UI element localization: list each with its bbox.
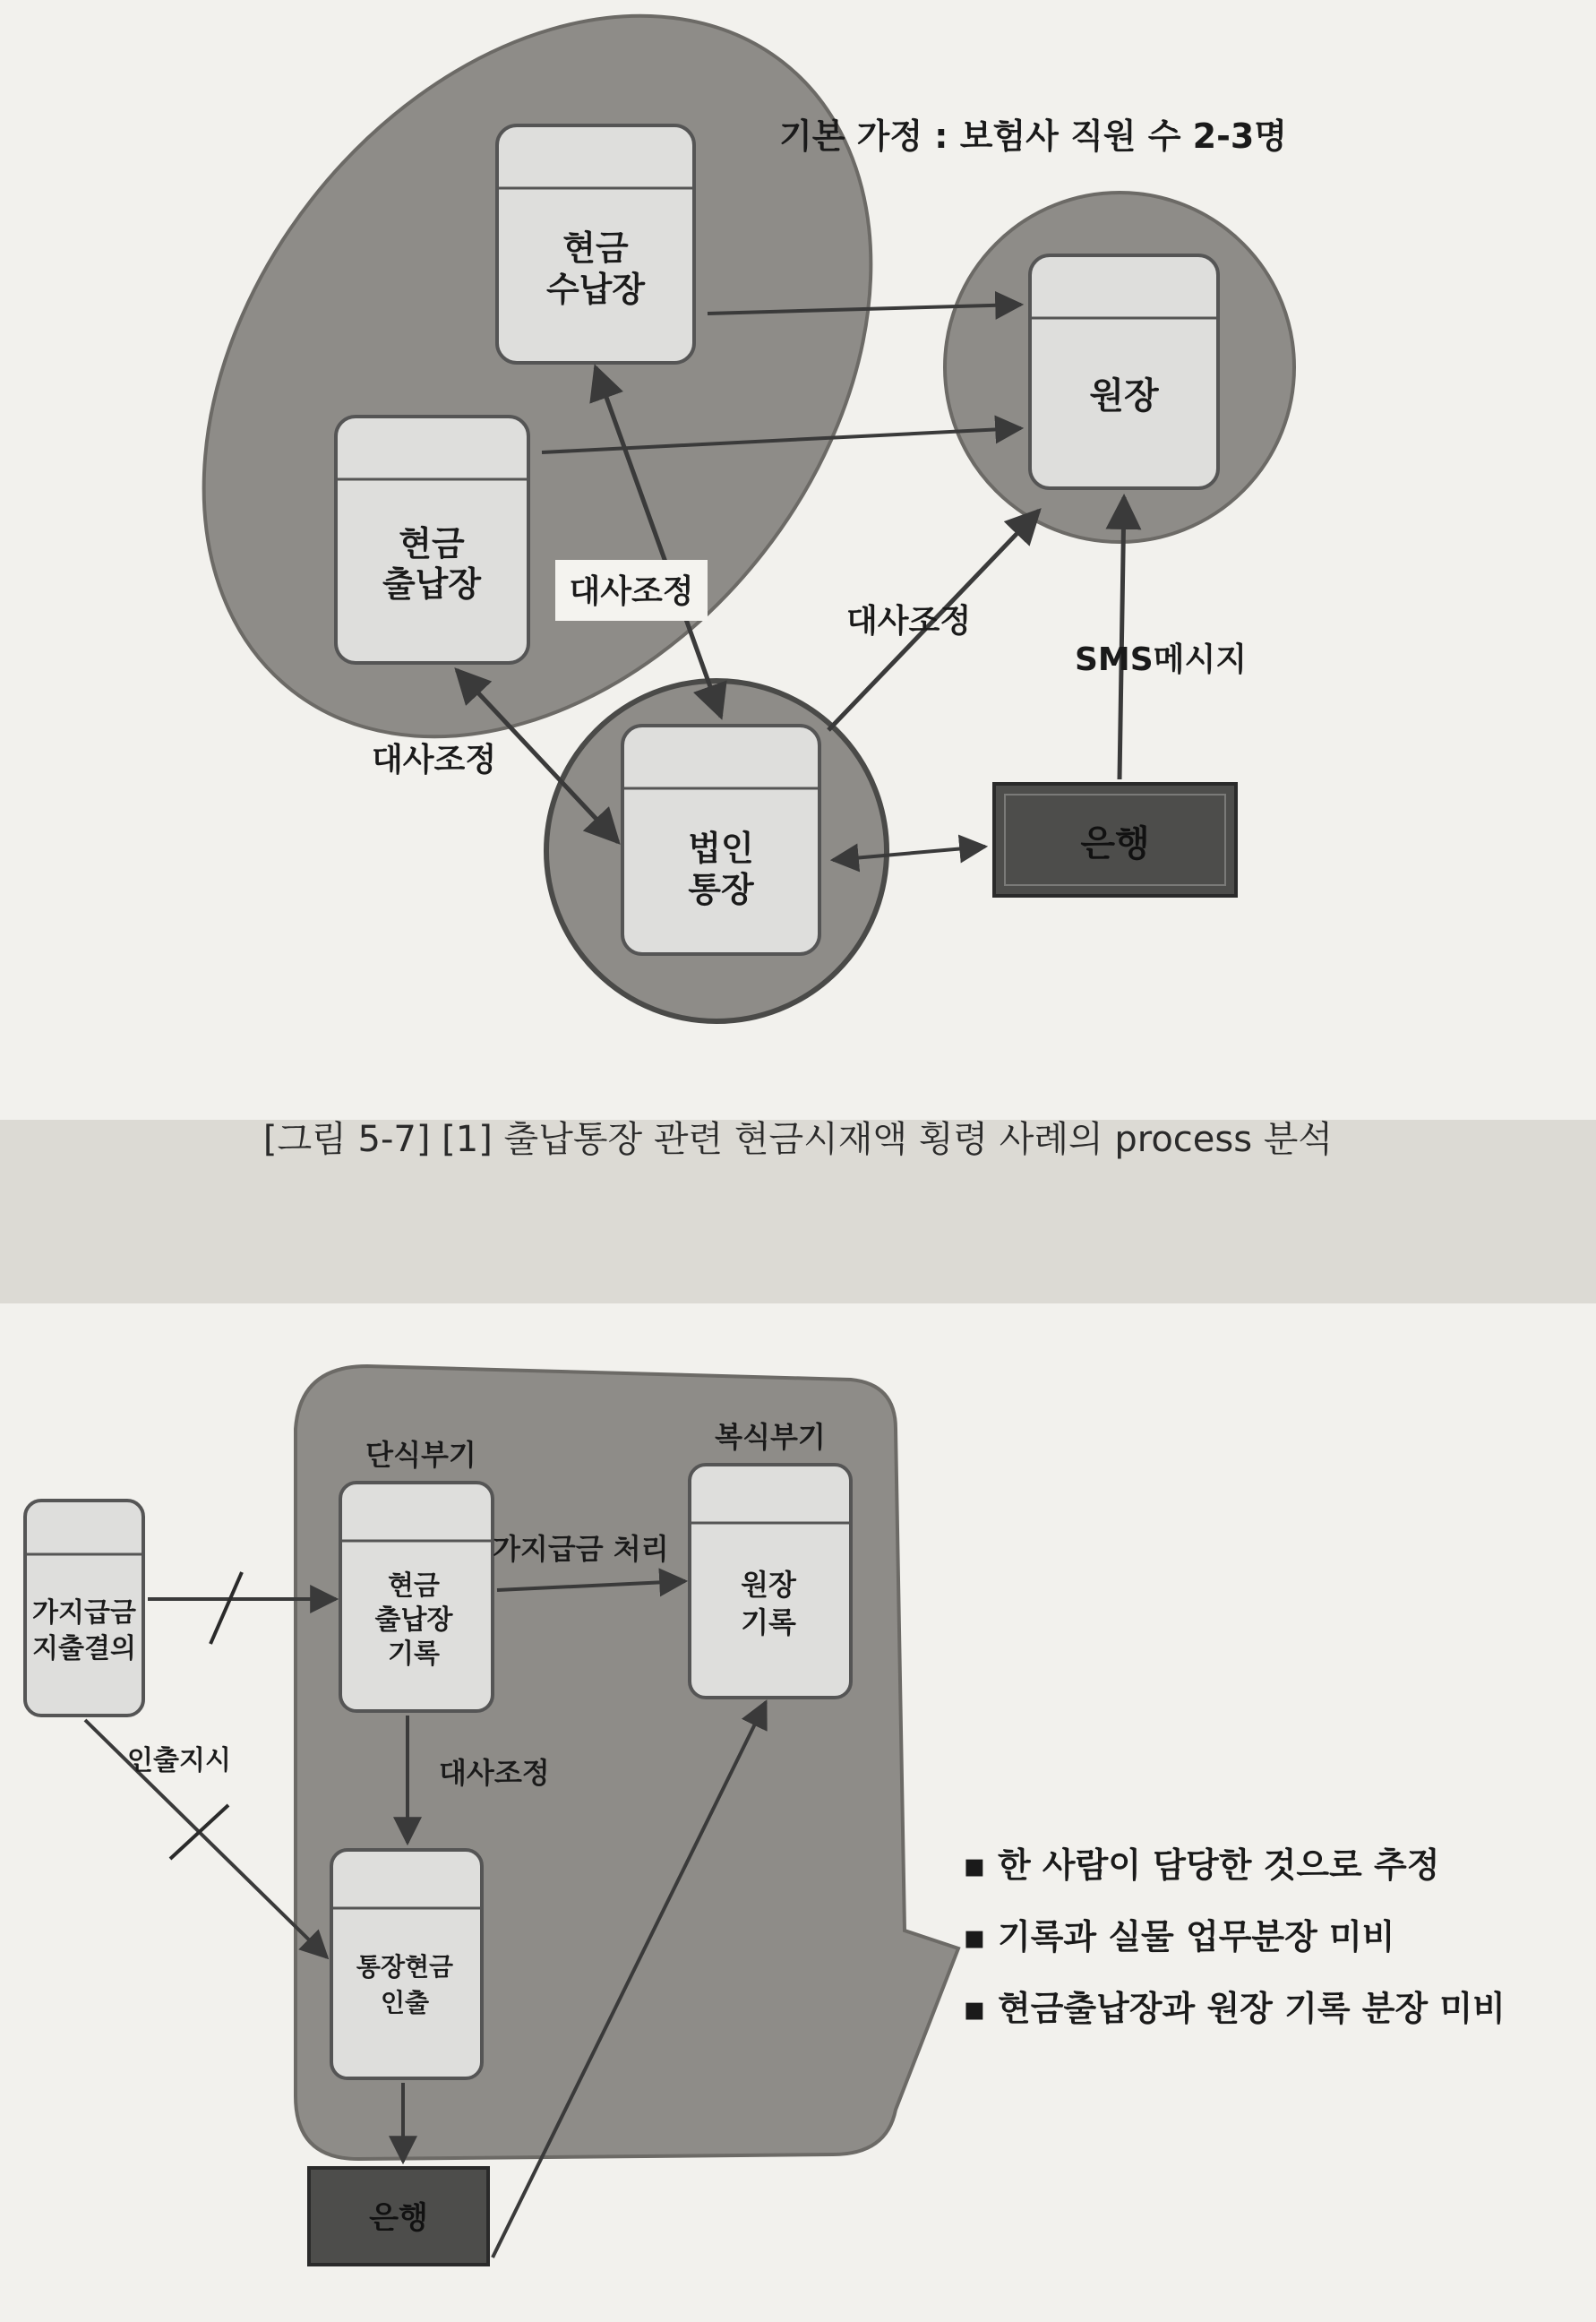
finding-3: ▪ 현금출납장과 원장 기록 분장 미비 <box>963 1989 1506 2028</box>
passbook-withdrawal-line2: 인출 <box>380 1988 430 2017</box>
recon-left-label: 대사조정 <box>372 742 497 778</box>
ledger-record-line2: 기록 <box>741 1605 796 1639</box>
cash-book-box <box>336 417 528 663</box>
advance-approval-line2: 지출결의 <box>32 1633 136 1664</box>
recon-right-label: 대사조정 <box>846 603 972 640</box>
cash-book-record-box <box>340 1483 493 1711</box>
figure-2-panel <box>0 1303 1596 2322</box>
findings-list <box>963 1845 1506 2028</box>
break-mark-1 <box>210 1572 242 1644</box>
cash-receipt-box <box>497 125 694 363</box>
bank-box <box>994 784 1236 896</box>
figure-2-diagram <box>0 1303 1596 2322</box>
ledger-record-line1: 원장 <box>741 1568 796 1602</box>
corp-passbook-box <box>622 726 819 954</box>
finding-1: ▪ 한 사람이 담당한 것으로 추정 <box>963 1845 1440 1885</box>
corp-passbook-line1: 법인 <box>688 829 754 868</box>
sms-label: SMS메시지 <box>1075 641 1248 678</box>
recon-label-2: 대사조정 <box>439 1756 550 1790</box>
passbook-withdrawal-line1: 통장현금 <box>356 1952 454 1982</box>
bank-label-2: 은행 <box>369 2200 428 2236</box>
ledger-label: 원장 <box>1089 375 1159 417</box>
cash-book-record-line2: 출납장 <box>374 1604 453 1636</box>
cash-receipt-line1: 현금 <box>562 228 629 268</box>
bank-box-2 <box>309 2168 488 2265</box>
assumption-label: 기본 가정 : 보험사 직원 수 2-3명 <box>779 116 1288 156</box>
finding-2: ▪ 기록과 실물 업무분장 미비 <box>963 1917 1395 1956</box>
double-entry-label: 복식부기 <box>715 1420 826 1454</box>
cash-book-record-line1: 현금 <box>388 1570 440 1602</box>
withdrawal-order-label: 인출지시 <box>127 1745 231 1776</box>
cash-book-record-line3: 기록 <box>388 1638 440 1670</box>
single-entry-label: 단식부기 <box>365 1438 476 1472</box>
figure-1-diagram <box>0 0 1596 1120</box>
cash-book-line1: 현금 <box>399 524 465 563</box>
figure-caption: [그림 5-7] [1] 출납통장 관련 현금시재액 횡령 사례의 process 분석 <box>262 1119 1334 1160</box>
ledger-box <box>1030 255 1218 488</box>
corp-passbook-line2: 통장 <box>688 870 754 909</box>
passbook-withdrawal-box <box>331 1850 482 2078</box>
advance-approval-box <box>25 1501 143 1716</box>
cash-book-line2: 출납장 <box>382 564 482 604</box>
bank-label: 은행 <box>1080 823 1150 864</box>
figure-1-panel <box>0 0 1596 1120</box>
cash-receipt-line2: 수납장 <box>545 270 646 309</box>
ledger-record-box <box>690 1465 851 1698</box>
advance-approval-line1: 가지급금 <box>32 1597 136 1629</box>
recon-center-label: 대사조정 <box>569 573 694 610</box>
advance-processing-label: 가지급금 처리 <box>493 1532 669 1566</box>
